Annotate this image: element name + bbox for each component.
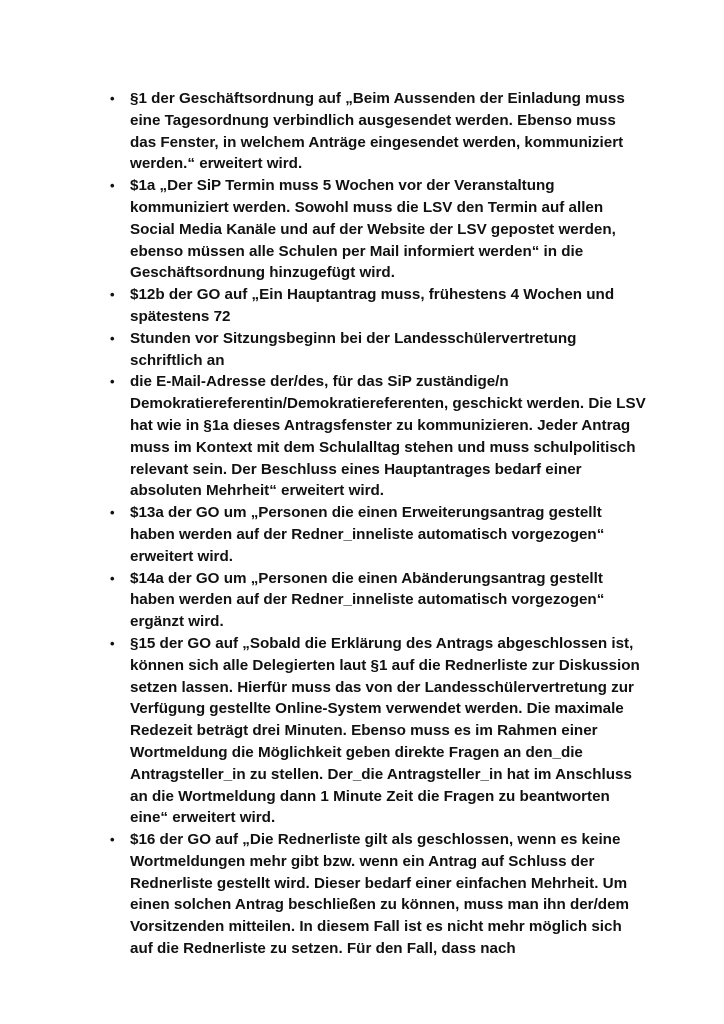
list-item-text: Stunden vor Sitzungsbeginn bei der Landesschülervertretung schriftlich an (130, 329, 577, 369)
list-item (106, 284, 646, 328)
bullet-icon: • (110, 91, 115, 106)
list-item-text: $14a der GO um „Personen die einen Abänderungsantrag gestellt haben werden auf der Redner_inneliste automatisch vorgezogen“ ergänzt wird. (130, 569, 605, 631)
bullet-icon: • (110, 570, 115, 586)
bullet-icon: • (110, 330, 115, 346)
list-item-text: §1 der Geschäftsordnung auf „Beim Aussenden der Einladung muss eine Tagesordnung verbindlich ausgesendet werden. Ebenso muss das Fenster, in welchem Anträge eingesendet werden, kommuniziert werden.“ erweitert wird. (130, 90, 625, 173)
list-item (106, 328, 646, 372)
list-item-text: $12b der GO auf „Ein Hauptantrag muss, frühestens 4 Wochen und spätestens 72 (130, 286, 615, 325)
bullet-icon: • (110, 832, 115, 848)
list-item-text: §15 der GO auf „Sobald die Erklärung des Antrags abgeschlossen ist, können sich alle Delegierten laut §1 auf die Rednerliste zur Diskussion setzen lassen. Hierfür muss das von der Landesschülervertretung zur Verfügung gestellte Online-System verwendet werden. Die maximale Redezeit beträgt drei Minuten. Ebenso muss es im Rahmen einer Wortmeldung die Möglichkeit geben direkte Fragen an den_die Antragsteller_in zu stellen. Der_die Antragsteller_in hat im Anschluss an die Wortmeldung dann 1 Minute Zeit die Fragen zu beantworten eine“ erweitert wird. (130, 634, 640, 827)
list-item (106, 88, 646, 175)
list-item-text: $16 der GO auf „Die Rednerliste gilt als geschlossen, wenn es keine Wortmeldungen mehr gibt bzw. wenn ein Antrag auf Schluss der Rednerliste gestellt wird. Dieser bedarf einer einfachen Mehrheit. Um einen solchen Antrag beschließen zu können, muss man ihn der/dem Vorsitzenden mitteilen. In diesem Fall ist es nicht mehr möglich sich auf die Rednerliste zu setzen. Für den Fall, dass nach (130, 831, 630, 958)
list-item (106, 502, 646, 567)
bullet-icon: • (110, 635, 115, 651)
bullet-icon: • (110, 505, 115, 521)
list-item (106, 371, 646, 502)
list-item-text: $1a „Der SiP Termin muss 5 Wochen vor der Veranstaltung kommuniziert werden. Sowohl muss die LSV den Termin auf allen Social Media Kanäle und auf der Website der LSV gepostet werden, ebenso müssen alle Schulen per Mail informiert werden“ in die Geschäftsordnung hinzugefügt wird. (130, 177, 616, 282)
list-item (106, 633, 646, 829)
bullet-icon: • (110, 178, 115, 194)
list-item (106, 829, 646, 960)
bullet-icon: • (110, 287, 115, 303)
amendment-list (106, 88, 646, 960)
list-item (106, 175, 646, 284)
bullet-icon: • (110, 374, 115, 390)
list-item-text: $13a der GO um „Personen die einen Erweiterungsantrag gestellt haben werden auf der Redner_inneliste automatisch vorgezogen“ erweitert wird. (130, 504, 605, 565)
list-item-text: die E-Mail-Adresse der/des, für das SiP zuständige/n Demokratiereferentin/Demokratiereferenten, geschickt werden. Die LSV hat wie in §1a dieses Antragsfenster zu kommunizieren. Jeder Antrag muss im Kontext mit dem Schulalltag stehen und muss schulpolitisch relevant sein. Der Beschluss eines Hauptantrages bedarf einer absoluten Mehrheit“ erweitert wird. (130, 373, 646, 500)
list-item (106, 568, 646, 633)
